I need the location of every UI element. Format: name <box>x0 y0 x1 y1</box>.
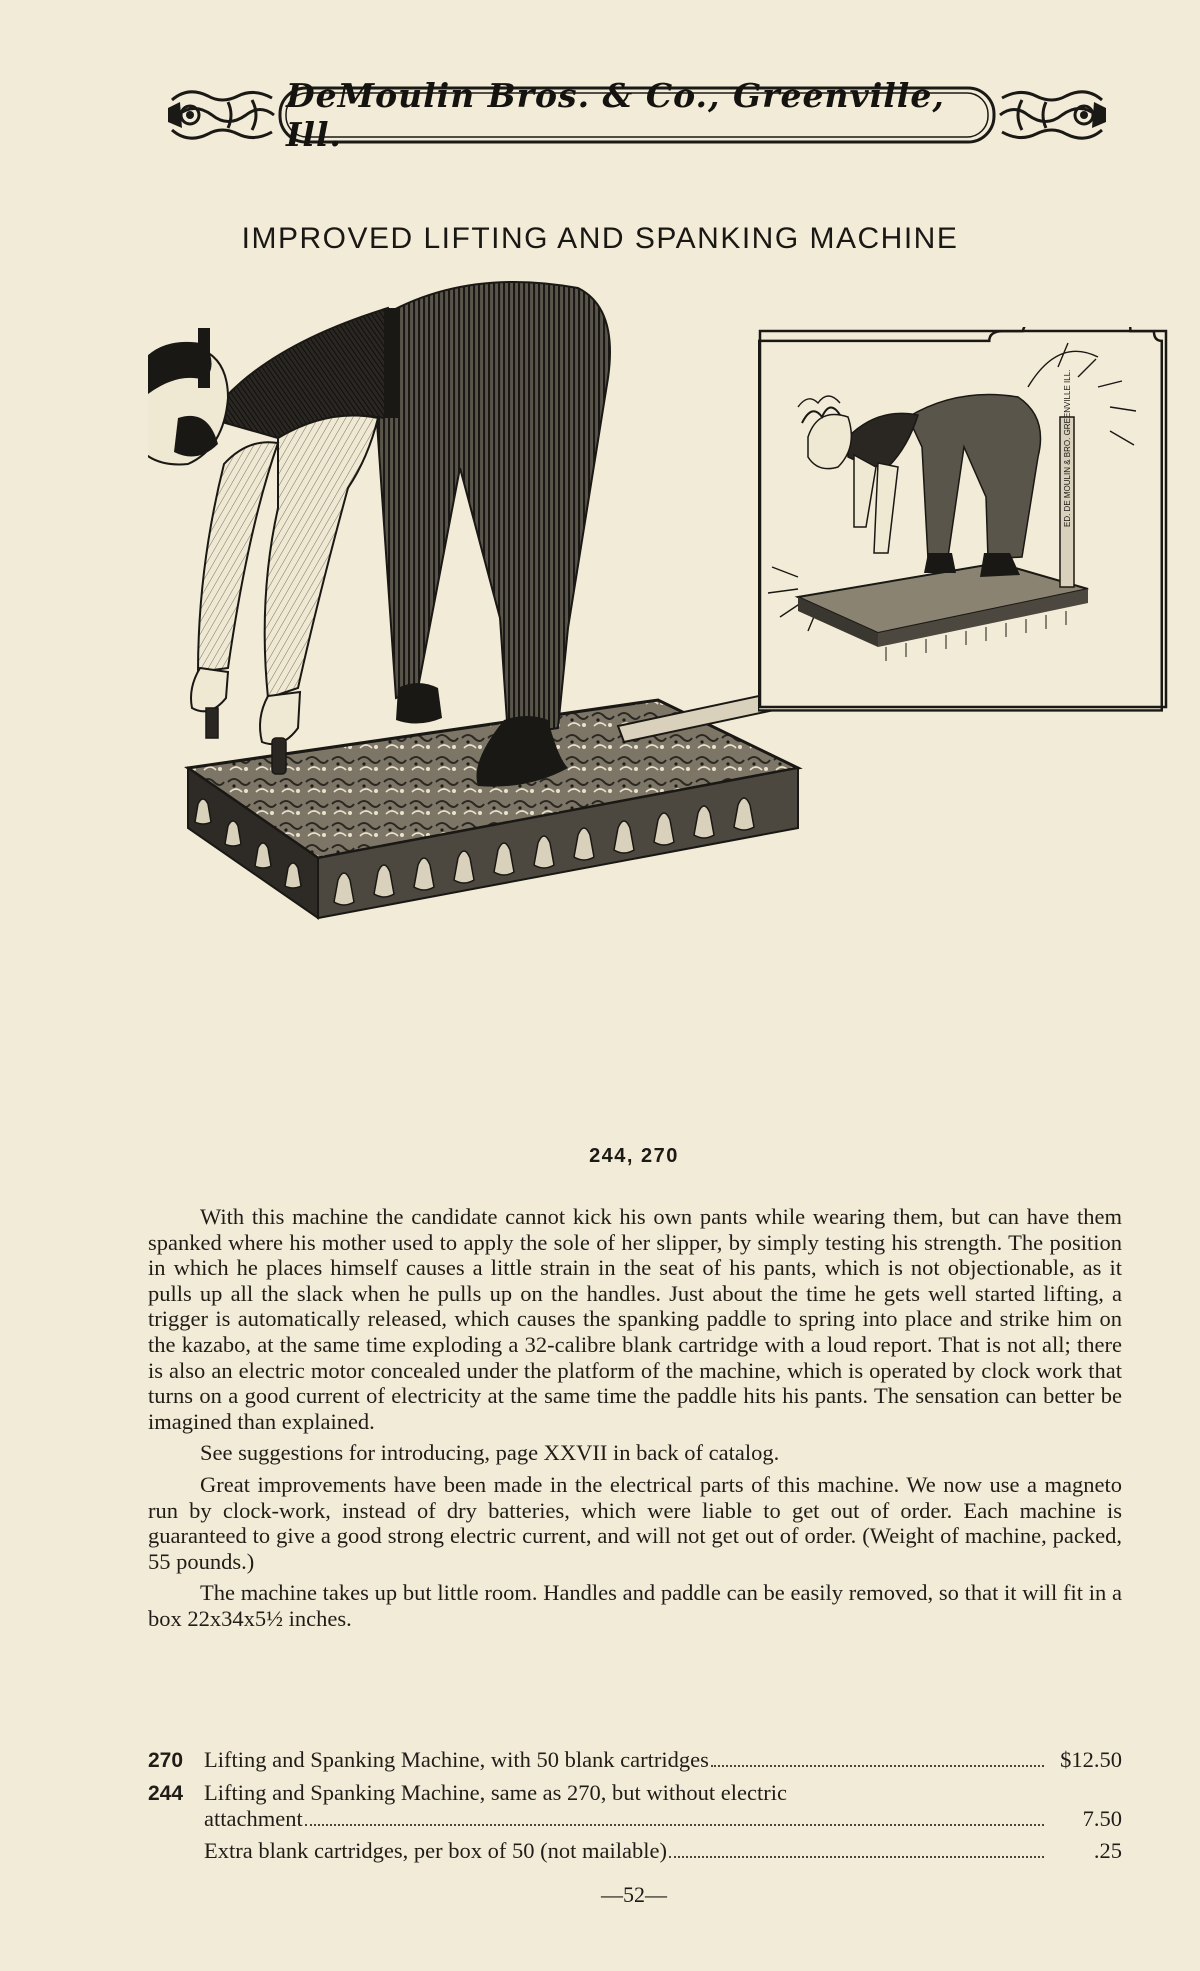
paragraph: With this machine the candidate cannot kick his own pants while wearing them, but can have them spanked where his mother used to apply the sole of her slipper, by simply testing his strength. The position in which he places himself causes a little strain in the seat of his pants, which is not objectionable, as it pulls up all the slack when he pulls up on the handles. Just about the time he gets well started lifting, a trigger is automatically released, which causes the spanking paddle to spring into place and strike him on the kazabo, at the same time exploding a 32-calibre blank cartridge with a loud report. That is not all; there is also an electric motor concealed under the platform of the machine, which is operated by clock work that turns on a good current of electricity at the same time the paddle hits his pants. The sensation can better be imagined than explained. <box>148 1204 1122 1434</box>
figure-caption: 244, 270 <box>589 1145 679 1167</box>
paragraph: Great improvements have been made in the electrical parts of this machine. We now use a magneto run by clock-work, instead of dry batteries, which were liable to get out of order. Each machine is guaranteed to give a good strong electric current, and will not get out of order. (Weight of machine, packed, 55 pounds.) <box>148 1471 1122 1574</box>
paragraph: The machine takes up but little room. Handles and paddle can be easily removed, so that it will fit in a box 22x34x5½ inches. <box>148 1580 1122 1631</box>
page-number: —52— <box>601 1882 667 1907</box>
banner-text: DeMoulin Bros. & Co., Greenville, Ill. <box>286 76 945 154</box>
item-price: .25 <box>1093 1838 1122 1863</box>
inset-illustration <box>758 327 1170 712</box>
description-text <box>148 1204 1122 1632</box>
item-number: 244 <box>148 1782 184 1805</box>
dot-leader <box>305 1824 1044 1826</box>
item-description: Lifting and Spanking Machine, with 50 blank cartridges <box>204 1747 709 1772</box>
item-price: $12.50 <box>1060 1747 1122 1772</box>
dot-leader <box>669 1856 1044 1858</box>
page-title: IMPROVED LIFTING AND SPANKING MACHINE <box>241 222 959 255</box>
price-item-270 <box>148 1747 1122 1774</box>
price-item-244 <box>148 1780 1122 1832</box>
inset-nameplate: ED. DE MOULIN & BRO. GREENVILLE ILL. <box>1063 369 1072 527</box>
item-description: Lifting and Spanking Machine, same as 270, but without electric <box>204 1780 787 1805</box>
price-item-cartridges <box>148 1838 1122 1864</box>
item-description: Extra blank cartridges, per box of 50 (not mailable) <box>204 1838 667 1863</box>
price-list <box>148 1747 1122 1870</box>
bending-man <box>148 282 610 787</box>
item-description-cont: attachment <box>204 1806 303 1831</box>
paragraph: See suggestions for introducing, page XXVII in back of catalog. <box>200 1440 780 1466</box>
item-number: 270 <box>148 1749 184 1772</box>
header-banner <box>168 76 1106 154</box>
dot-leader <box>711 1765 1044 1767</box>
item-price: 7.50 <box>1082 1806 1122 1831</box>
